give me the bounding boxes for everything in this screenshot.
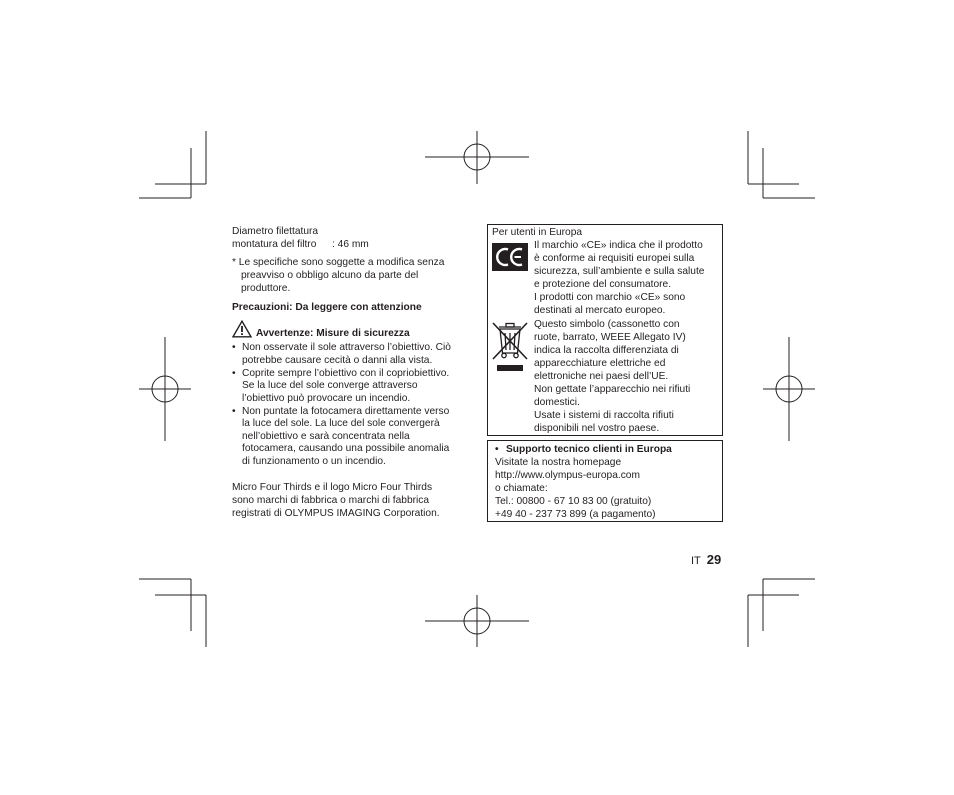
page-number-value: 29 xyxy=(706,552,722,567)
europe-box-title: Per utenti in Europa xyxy=(492,227,583,238)
support-line: Visitate la nostra homepage xyxy=(495,457,622,468)
weee-text-line: Questo simbolo (cassonetto con xyxy=(534,319,680,330)
ce-text-line: sicurezza, sull’ambiente e sulla salute xyxy=(534,266,705,277)
list-item-line: potrebbe causare cecità o danni alla vista. xyxy=(242,354,433,366)
list-item-line: Coprite sempre l’obiettivo con il copriobiettivo. xyxy=(242,367,450,379)
list-item-line: fotocamera, causando una possibile anomalia xyxy=(242,443,450,455)
ce-text-line: e protezione del consumatore. xyxy=(534,279,672,290)
spec-value: : 46 mm xyxy=(332,239,369,250)
list-item-line: l’obiettivo può provocare un incendio. xyxy=(242,392,411,404)
list-item-line: la luce del sole. La luce del sole convergerà xyxy=(242,418,440,430)
weee-text-line: indica la raccolta differenziata di xyxy=(534,345,679,356)
bullet: • xyxy=(495,444,499,455)
trademark-line1: Micro Four Thirds e il logo Micro Four Thirds xyxy=(232,482,433,493)
support-box xyxy=(487,440,723,522)
precautions-heading: Precauzioni: Da leggere con attenzione xyxy=(232,302,422,313)
footnote-line2: preavviso o obbligo alcuno da parte del xyxy=(241,270,419,281)
support-phone-paid: +49 40 - 237 73 899 (a pagamento) xyxy=(495,509,656,520)
list-item-line: Non osservate il sole attraverso l’obiettivo. Ciò xyxy=(242,342,451,353)
list-item-line: nell’obiettivo e sarà concentrata nella xyxy=(242,430,410,442)
weee-text-line: domestici. xyxy=(534,397,580,408)
support-phone-free: Tel.: 00800 - 67 10 83 00 (gratuito) xyxy=(495,496,652,507)
ce-text-line: I prodotti con marchio «CE» sono xyxy=(534,292,686,303)
ce-text-line: è conforme ai requisiti europei sulla xyxy=(534,253,695,264)
footnote-line3: produttore. xyxy=(241,283,291,294)
page-number xyxy=(691,552,721,567)
trademark-line2: sono marchi di fabbrica o marchi di fabbrica xyxy=(232,495,430,506)
weee-text-line: Non gettate l’apparecchio nei rifiuti xyxy=(534,384,691,395)
list-item-line: Se la luce del sole converge attraverso xyxy=(242,380,418,392)
bullet: • xyxy=(232,405,236,417)
warning-triangle-icon xyxy=(232,320,252,338)
support-heading: Supporto tecnico clienti in Europa xyxy=(506,444,672,455)
support-url[interactable]: http://www.olympus-europa.com xyxy=(495,470,640,481)
europe-notice-box xyxy=(487,224,723,436)
warning-heading: Avvertenze: Misure di sicurezza xyxy=(256,328,410,339)
list-item-line: di funzionamento o un incendio. xyxy=(242,455,386,467)
spec-label-line2: montatura del filtro xyxy=(232,239,317,250)
weee-text-line: apparecchiature elettriche ed xyxy=(534,358,666,369)
spec-label-line1: Diametro filettatura xyxy=(232,226,319,237)
trademark-line3: registrati di OLYMPUS IMAGING Corporation. xyxy=(232,508,440,519)
weee-text-line: disponibili nel vostro paese. xyxy=(534,423,660,434)
ce-mark-icon xyxy=(492,243,528,271)
bullet: • xyxy=(232,342,236,353)
page-language: IT xyxy=(691,555,701,567)
weee-text-line: ruote, barrato, WEEE Allegato IV) xyxy=(534,332,686,343)
weee-text-line: elettroniche nei paesi dell’UE. xyxy=(534,371,669,382)
ce-text-line: destinati al mercato europeo. xyxy=(534,305,666,316)
bullet: • xyxy=(232,367,236,379)
weee-crossed-bin-icon xyxy=(490,321,530,375)
ce-text-line: Il marchio «CE» indica che il prodotto xyxy=(534,240,703,251)
weee-text-line: Usate i sistemi di raccolta rifiuti xyxy=(534,410,674,421)
support-line: o chiamate: xyxy=(495,483,548,494)
list-item-line: Non puntate la fotocamera direttamente verso xyxy=(242,405,450,417)
footnote-line1: * Le specifiche sono soggette a modifica senza xyxy=(232,257,445,268)
